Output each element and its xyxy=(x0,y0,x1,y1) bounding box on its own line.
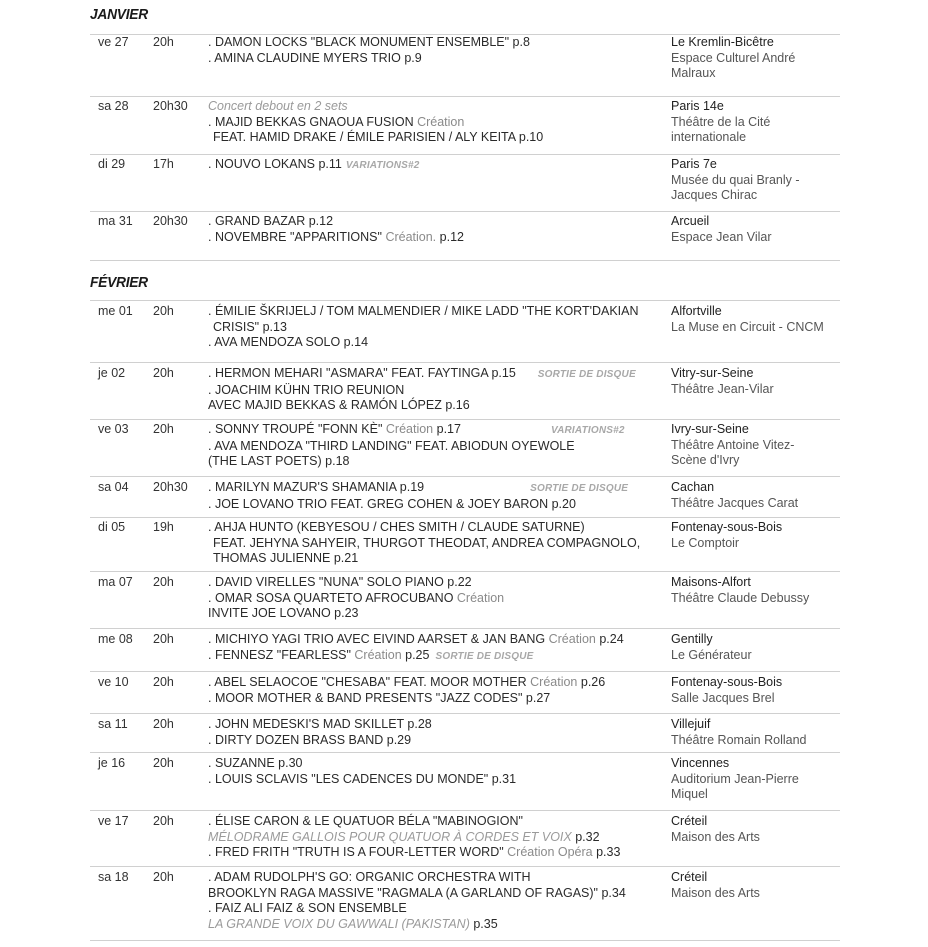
lineup-text: . MOOR MOTHER & BAND PRESENTS "JAZZ CODES" p.27 xyxy=(208,690,551,705)
event-day: je 16 xyxy=(98,756,126,770)
row-divider xyxy=(90,154,840,155)
creation-label: Création Opéra xyxy=(507,845,593,859)
event-time: 20h xyxy=(153,632,174,646)
venue-city: Gentilly xyxy=(671,632,713,646)
event-lineup xyxy=(208,520,658,567)
venue-name: Espace Culturel André xyxy=(671,50,796,65)
lineup-text: p.17 xyxy=(433,422,461,436)
lineup-line xyxy=(208,454,658,470)
lineup-line xyxy=(208,717,658,733)
event-note: LA GRANDE VOIX DU GAWWALI (PAKISTAN) xyxy=(208,916,470,931)
event-venue xyxy=(671,756,841,803)
venue-city: Villejuif xyxy=(671,717,711,731)
lineup-text: . JOE LOVANO TRIO FEAT. GREG COHEN & JOEY BARON p.20 xyxy=(208,496,576,511)
row-divider xyxy=(90,671,840,672)
row-divider xyxy=(90,752,840,753)
lineup-text: . FAIZ ALI FAIZ & SON ENSEMBLE xyxy=(208,901,407,915)
lineup-text: p.24 xyxy=(595,632,624,646)
event-tag: VARIATIONS#2 xyxy=(550,425,625,436)
event-lineup xyxy=(208,756,658,787)
lineup-line xyxy=(208,606,658,622)
row-divider xyxy=(90,517,840,518)
venue-name: Maison des Arts xyxy=(671,829,760,844)
lineup-text: . GRAND BAZAR p.12 xyxy=(208,214,334,228)
row-divider xyxy=(90,810,840,811)
event-lineup xyxy=(208,632,658,664)
lineup-line xyxy=(208,320,658,336)
lineup-text: p.35 xyxy=(469,916,498,931)
creation-label: Création xyxy=(548,632,596,646)
event-venue xyxy=(671,35,841,82)
lineup-line xyxy=(208,691,658,707)
lineup-text: . ABEL SELAOCOE "CHESABA" FEAT. MOOR MOTHER xyxy=(208,675,531,689)
creation-label: Création xyxy=(417,114,465,129)
event-venue xyxy=(671,157,841,204)
month-heading-janvier: JANVIER xyxy=(90,6,148,23)
event-tag: SORTIE DE DISQUE xyxy=(530,483,629,494)
event-lineup xyxy=(208,366,658,414)
event-venue xyxy=(671,304,841,335)
lineup-text: p.32 xyxy=(571,829,600,844)
event-venue xyxy=(671,99,841,146)
row-divider xyxy=(90,362,840,363)
lineup-line xyxy=(208,366,658,383)
creation-label: Création. xyxy=(385,229,437,244)
venue-name: La Muse en Circuit - CNCM xyxy=(671,319,824,334)
event-time: 20h xyxy=(153,675,174,689)
lineup-line xyxy=(208,335,658,351)
venue-name: Musée du quai Branly - xyxy=(671,172,800,187)
event-lineup xyxy=(208,675,658,706)
event-note: Concert debout en 2 sets xyxy=(208,99,348,113)
lineup-text: . AMINA CLAUDINE MYERS TRIO p.9 xyxy=(208,50,422,65)
event-lineup xyxy=(208,575,658,622)
venue-name: Théâtre Claude Debussy xyxy=(671,590,810,605)
lineup-line xyxy=(208,675,658,691)
lineup-line xyxy=(208,230,658,246)
venue-name: Auditorium Jean-Pierre xyxy=(671,771,799,786)
event-lineup xyxy=(208,214,658,245)
row-divider xyxy=(90,300,840,301)
row-divider xyxy=(90,628,840,629)
lineup-text: . JOACHIM KÜHN TRIO REUNION xyxy=(208,382,405,397)
venue-name: Jacques Chirac xyxy=(671,188,758,202)
event-time: 20h xyxy=(153,717,174,731)
event-day: ma 31 xyxy=(98,214,133,228)
lineup-line xyxy=(208,536,658,552)
venue-name: Théâtre Jacques Carat xyxy=(671,495,799,510)
event-venue xyxy=(671,814,841,845)
venue-name: Le Générateur xyxy=(671,647,752,662)
lineup-text: . MARILYN MAZUR'S SHAMANIA p.19 xyxy=(208,480,425,494)
lineup-line xyxy=(208,115,658,131)
event-venue xyxy=(671,575,841,606)
event-time: 20h30 xyxy=(153,214,188,228)
event-lineup xyxy=(208,157,658,174)
lineup-text: . HERMON MEHARI "ASMARA" FEAT. FAYTINGA p.15 xyxy=(208,366,516,380)
event-tag: SORTIE DE DISQUE xyxy=(537,369,636,380)
lineup-line xyxy=(208,422,658,439)
lineup-text: . NOVEMBRE "APPARITIONS" xyxy=(208,229,386,244)
venue-city: Vitry-sur-Seine xyxy=(671,366,754,380)
venue-name: Le Comptoir xyxy=(671,535,740,550)
lineup-text: . DAMON LOCKS "BLACK MONUMENT ENSEMBLE" p.8 xyxy=(208,35,530,49)
event-time: 20h xyxy=(153,35,174,49)
lineup-line xyxy=(208,480,658,497)
creation-label: Création xyxy=(530,675,578,689)
venue-name: Miquel xyxy=(671,787,708,801)
lineup-text: CRISIS" p.13 xyxy=(213,319,287,334)
lineup-text: AVEC MAJID BEKKAS & RAMÓN LÓPEZ p.16 xyxy=(208,398,470,412)
lineup-text: p.26 xyxy=(577,675,606,689)
lineup-text: . MAJID BEKKAS GNAOUA FUSION xyxy=(208,114,418,129)
lineup-line xyxy=(208,733,658,749)
lineup-text: . DIRTY DOZEN BRASS BAND p.29 xyxy=(208,732,412,747)
lineup-line xyxy=(208,830,658,846)
event-day: ma 07 xyxy=(98,575,133,589)
event-day: me 08 xyxy=(98,632,133,646)
lineup-text: . AVA MENDOZA SOLO p.14 xyxy=(208,335,369,349)
event-day: sa 28 xyxy=(98,99,129,113)
venue-name: Théâtre Romain Rolland xyxy=(671,732,807,747)
row-divider xyxy=(90,866,840,867)
venue-city: Fontenay-sous-Bois xyxy=(671,520,783,534)
lineup-line xyxy=(208,901,658,917)
lineup-text: . SUZANNE p.30 xyxy=(208,756,303,770)
event-time: 20h xyxy=(153,814,174,828)
event-time: 20h xyxy=(153,575,174,589)
lineup-text: THOMAS JULIENNE p.21 xyxy=(213,551,359,565)
venue-city: Arcueil xyxy=(671,214,710,228)
lineup-line xyxy=(208,551,658,567)
event-day: ve 03 xyxy=(98,422,129,436)
event-lineup xyxy=(208,35,658,66)
event-venue xyxy=(671,632,841,663)
creation-label: Création xyxy=(385,422,434,436)
lineup-line xyxy=(208,157,658,174)
event-day: ve 17 xyxy=(98,814,129,828)
lineup-line xyxy=(208,591,658,607)
event-time: 20h30 xyxy=(153,99,188,113)
venue-city: Cachan xyxy=(671,480,715,494)
lineup-line xyxy=(208,886,658,902)
lineup-text: . FRED FRITH "TRUTH IS A FOUR-LETTER WORD" xyxy=(208,845,508,859)
lineup-line xyxy=(208,497,658,513)
event-time: 20h xyxy=(153,304,174,318)
lineup-line xyxy=(208,772,658,788)
lineup-line xyxy=(208,845,658,861)
lineup-text: INVITE JOE LOVANO p.23 xyxy=(208,606,359,620)
lineup-line xyxy=(208,304,658,320)
lineup-line xyxy=(208,214,658,230)
lineup-line xyxy=(208,383,658,399)
venue-city: Ivry-sur-Seine xyxy=(671,422,749,436)
lineup-text: (THE LAST POETS) p.18 xyxy=(208,454,350,468)
venue-city: Vincennes xyxy=(671,756,730,770)
lineup-text: . JOHN MEDESKI'S MAD SKILLET p.28 xyxy=(208,717,432,731)
event-tag: VARIATIONS#2 xyxy=(345,160,420,171)
lineup-text: p.12 xyxy=(436,229,464,244)
event-day: sa 11 xyxy=(98,717,128,731)
row-divider xyxy=(90,713,840,714)
venue-name: Espace Jean Vilar xyxy=(671,229,772,244)
event-day: ve 10 xyxy=(98,675,129,689)
lineup-line xyxy=(208,99,658,115)
event-time: 20h xyxy=(153,870,174,884)
lineup-text: . ADAM RUDOLPH'S GO: ORGANIC ORCHESTRA WITH xyxy=(208,870,531,884)
event-time: 20h30 xyxy=(153,480,188,494)
event-venue xyxy=(671,214,841,245)
venue-city: Maisons-Alfort xyxy=(671,575,751,589)
event-note: MÉLODRAME GALLOIS POUR QUATUOR À CORDES ET VOIX xyxy=(208,829,572,844)
lineup-text: . LOUIS SCLAVIS "LES CADENCES DU MONDE" p.31 xyxy=(208,771,517,786)
event-time: 19h xyxy=(153,520,174,534)
venue-city: Alfortville xyxy=(671,304,722,318)
event-day: di 05 xyxy=(98,520,126,534)
lineup-line xyxy=(208,51,658,67)
event-day: ve 27 xyxy=(98,35,129,49)
row-divider xyxy=(90,476,840,477)
event-tag: SORTIE DE DISQUE xyxy=(435,650,534,662)
month-heading-fevrier: FÉVRIER xyxy=(90,274,148,291)
event-lineup xyxy=(208,480,658,512)
venue-name: Théâtre Jean-Vilar xyxy=(671,381,774,396)
event-day: me 01 xyxy=(98,304,133,318)
event-venue xyxy=(671,422,841,469)
event-venue xyxy=(671,366,841,397)
event-day: sa 04 xyxy=(98,480,129,494)
event-venue xyxy=(671,520,841,551)
lineup-line xyxy=(208,35,658,51)
lineup-text: . AHJA HUNTO (KEBYESOU / CHES SMITH / CLAUDE SATURNE) xyxy=(208,520,585,534)
event-lineup xyxy=(208,99,658,146)
lineup-line xyxy=(208,648,658,665)
venue-city: Paris 7e xyxy=(671,157,717,171)
lineup-line xyxy=(208,130,658,146)
lineup-text: FEAT. HAMID DRAKE / ÉMILE PARISIEN / ALY KEITA p.10 xyxy=(213,130,544,144)
event-time: 20h xyxy=(153,366,174,380)
lineup-text: BROOKLYN RAGA MASSIVE "RAGMALA (A GARLAND OF RAGAS)" p.34 xyxy=(208,885,626,900)
lineup-line xyxy=(208,870,658,886)
row-divider xyxy=(90,940,840,941)
lineup-line xyxy=(208,575,658,591)
venue-city: Créteil xyxy=(671,814,708,828)
event-venue xyxy=(671,717,841,748)
lineup-text: . MICHIYO YAGI TRIO AVEC EIVIND AARSET & JAN BANG xyxy=(208,632,549,646)
creation-label: Création xyxy=(456,590,505,605)
lineup-text: . AVA MENDOZA "THIRD LANDING" FEAT. ABIODUN OYEWOLE xyxy=(208,438,575,453)
lineup-line xyxy=(208,917,658,933)
lineup-text: . DAVID VIRELLES "NUNA" SOLO PIANO p.22 xyxy=(208,575,472,589)
lineup-text: . NOUVO LOKANS p.11 xyxy=(208,157,342,171)
venue-name: internationale xyxy=(671,130,747,144)
row-divider xyxy=(90,260,840,261)
event-lineup xyxy=(208,717,658,748)
lineup-text: . OMAR SOSA QUARTETO AFROCUBANO xyxy=(208,590,457,605)
row-divider xyxy=(90,571,840,572)
venue-city: Créteil xyxy=(671,870,708,884)
event-time: 17h xyxy=(153,157,174,171)
event-venue xyxy=(671,675,841,706)
event-time: 20h xyxy=(153,422,174,436)
lineup-text: p.33 xyxy=(592,845,621,859)
event-day: je 02 xyxy=(98,366,126,380)
creation-label: Création xyxy=(354,647,402,662)
lineup-text: FEAT. JEHYNA SAHYEIR, THURGOT THEODAT, ANDREA COMPAGNOLO, xyxy=(213,535,641,550)
event-day: di 29 xyxy=(98,157,126,171)
venue-name: Maison des Arts xyxy=(671,885,760,900)
venue-city: Le Kremlin-Bicêtre xyxy=(671,35,774,49)
venue-name: Scène d'Ivry xyxy=(671,453,740,467)
lineup-line xyxy=(208,756,658,772)
event-lineup xyxy=(208,870,658,932)
row-divider xyxy=(90,211,840,212)
lineup-text: . ÉMILIE ŠKRIJELJ / TOM MALMENDIER / MIKE LADD "THE KORT'DAKIAN xyxy=(208,304,639,318)
venue-name: Théâtre Antoine Vitez- xyxy=(671,437,795,452)
lineup-text: . FENNESZ "FEARLESS" xyxy=(208,647,355,662)
row-divider xyxy=(90,419,840,420)
venue-name: Salle Jacques Brel xyxy=(671,690,775,705)
lineup-line xyxy=(208,398,658,414)
lineup-line xyxy=(208,814,658,830)
event-lineup xyxy=(208,422,658,470)
event-lineup xyxy=(208,304,658,351)
event-venue xyxy=(671,480,841,511)
event-lineup xyxy=(208,814,658,861)
lineup-line xyxy=(208,520,658,536)
lineup-text: p.25 xyxy=(401,647,430,662)
event-day: sa 18 xyxy=(98,870,129,884)
lineup-text: . ÉLISE CARON & LE QUATUOR BÉLA "MABINOGION" xyxy=(208,814,523,828)
lineup-text: . SONNY TROUPÉ "FONN KÈ" xyxy=(208,422,386,436)
row-divider xyxy=(90,96,840,97)
venue-city: Paris 14e xyxy=(671,99,724,113)
event-venue xyxy=(671,870,841,901)
venue-city: Fontenay-sous-Bois xyxy=(671,675,783,689)
lineup-line xyxy=(208,439,658,455)
lineup-line xyxy=(208,632,658,648)
event-time: 20h xyxy=(153,756,174,770)
venue-name: Théâtre de la Cité xyxy=(671,114,771,129)
venue-name: Malraux xyxy=(671,66,716,80)
